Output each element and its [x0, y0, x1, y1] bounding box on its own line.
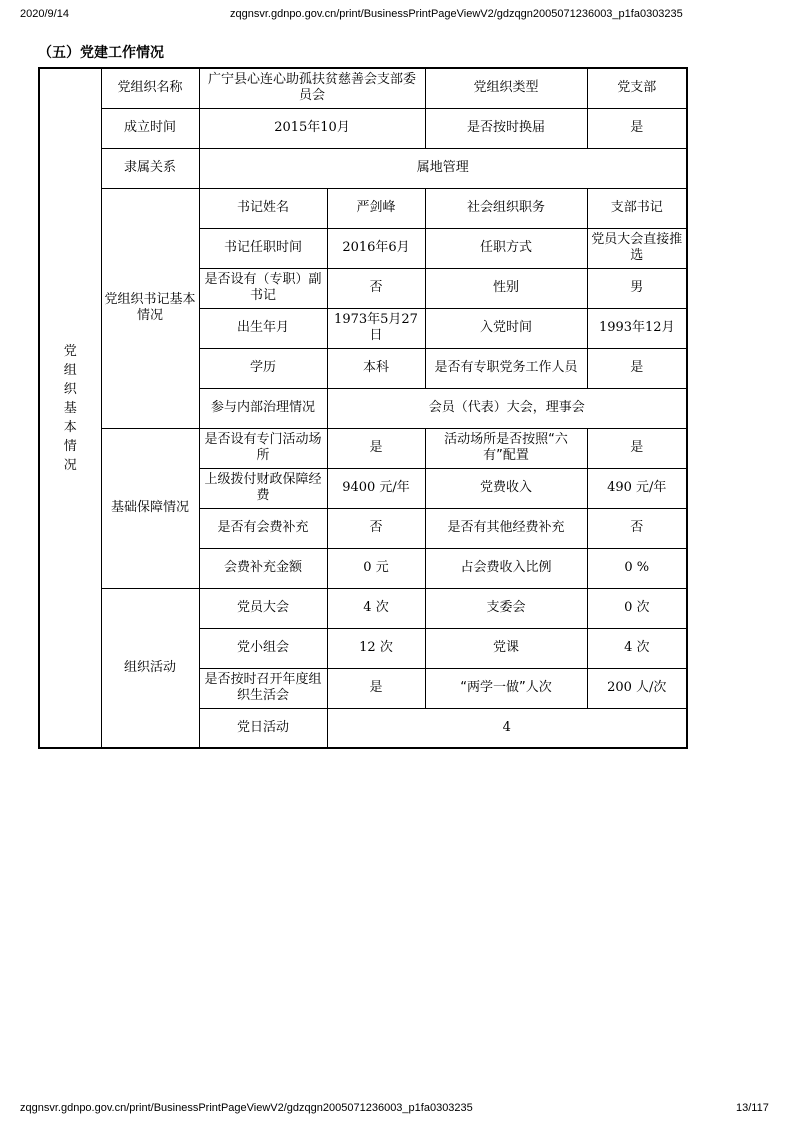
org-name-value: 广宁县心连心助孤扶贫慈善会支部委员会 — [199, 68, 425, 108]
affiliation-value: 属地管理 — [199, 148, 687, 188]
join-value: 1993年12月 — [587, 308, 687, 348]
six-label: 活动场所是否按照“六有”配置 — [425, 428, 587, 468]
support-group-label: 基础保障情况 — [101, 428, 199, 588]
affiliation-label: 隶属关系 — [101, 148, 199, 188]
funding-label: 上级拨付财政保障经费 — [199, 468, 327, 508]
dues-value: 490 元/年 — [587, 468, 687, 508]
on-time-label: 是否按时换届 — [425, 108, 587, 148]
other-supp-value: 否 — [587, 508, 687, 548]
annual-life-value: 是 — [327, 668, 425, 708]
secretary-group-label: 党组织书记基本情况 — [101, 188, 199, 428]
outer-label: 党组织基本情况 — [39, 68, 101, 748]
supp-ratio-label: 占会费收入比例 — [425, 548, 587, 588]
birth-label: 出生年月 — [199, 308, 327, 348]
venue-value: 是 — [327, 428, 425, 468]
group-meeting-label: 党小组会 — [199, 628, 327, 668]
annual-life-label: 是否按时召开年度组织生活会 — [199, 668, 327, 708]
term-start-label: 书记任职时间 — [199, 228, 327, 268]
party-day-value: 4 — [327, 708, 687, 748]
committee-value: 0 次 — [587, 588, 687, 628]
deputy-value: 否 — [327, 268, 425, 308]
appoint-method-value: 党员大会直接推选 — [587, 228, 687, 268]
print-url: zqgnsvr.gdnpo.gov.cn/print/BusinessPrintPageViewV2/gdzqgn2005071236003_p1fa0303235 — [230, 8, 683, 20]
secretary-name-value: 严剑峰 — [327, 188, 425, 228]
org-name-label: 党组织名称 — [101, 68, 199, 108]
supp-ratio-value: 0 % — [587, 548, 687, 588]
social-role-value: 支部书记 — [587, 188, 687, 228]
fulltime-label: 是否有专职党务工作人员 — [425, 348, 587, 388]
governance-label: 参与内部治理情况 — [199, 388, 327, 428]
birth-value: 1973年5月27日 — [327, 308, 425, 348]
org-type-label: 党组织类型 — [425, 68, 587, 108]
footer-url: zqgnsvr.gdnpo.gov.cn/print/BusinessPrintPageViewV2/gdzqgn2005071236003_p1fa0303235 — [20, 1102, 473, 1114]
venue-label: 是否设有专门活动场所 — [199, 428, 327, 468]
education-label: 学历 — [199, 348, 327, 388]
party-day-label: 党日活动 — [199, 708, 327, 748]
supp-amount-value: 0 元 — [327, 548, 425, 588]
two-study-label: “两学一做”人次 — [425, 668, 587, 708]
print-date: 2020/9/14 — [20, 8, 69, 20]
funding-value: 9400 元/年 — [327, 468, 425, 508]
governance-value: 会员（代表）大会，理事会 — [327, 388, 687, 428]
section-title: （五）党建工作情况 — [38, 45, 164, 61]
page-number: 13/117 — [736, 1102, 769, 1114]
supp-amount-label: 会费补充金额 — [199, 548, 327, 588]
org-type-value: 党支部 — [587, 68, 687, 108]
dues-supp-value: 否 — [327, 508, 425, 548]
party-building-table — [38, 67, 688, 749]
lesson-label: 党课 — [425, 628, 587, 668]
founded-value: 2015年10月 — [199, 108, 425, 148]
appoint-method-label: 任职方式 — [425, 228, 587, 268]
dues-supp-label: 是否有会费补充 — [199, 508, 327, 548]
group-meeting-value: 12 次 — [327, 628, 425, 668]
secretary-name-label: 书记姓名 — [199, 188, 327, 228]
education-value: 本科 — [327, 348, 425, 388]
founded-label: 成立时间 — [101, 108, 199, 148]
deputy-label: 是否设有（专职）副书记 — [199, 268, 327, 308]
fulltime-value: 是 — [587, 348, 687, 388]
gender-value: 男 — [587, 268, 687, 308]
join-label: 入党时间 — [425, 308, 587, 348]
members-meeting-label: 党员大会 — [199, 588, 327, 628]
two-study-value: 200 人/次 — [587, 668, 687, 708]
social-role-label: 社会组织职务 — [425, 188, 587, 228]
lesson-value: 4 次 — [587, 628, 687, 668]
six-value: 是 — [587, 428, 687, 468]
other-supp-label: 是否有其他经费补充 — [425, 508, 587, 548]
committee-label: 支委会 — [425, 588, 587, 628]
dues-label: 党费收入 — [425, 468, 587, 508]
members-meeting-value: 4 次 — [327, 588, 425, 628]
gender-label: 性别 — [425, 268, 587, 308]
activities-group-label: 组织活动 — [101, 588, 199, 748]
term-start-value: 2016年6月 — [327, 228, 425, 268]
on-time-value: 是 — [587, 108, 687, 148]
